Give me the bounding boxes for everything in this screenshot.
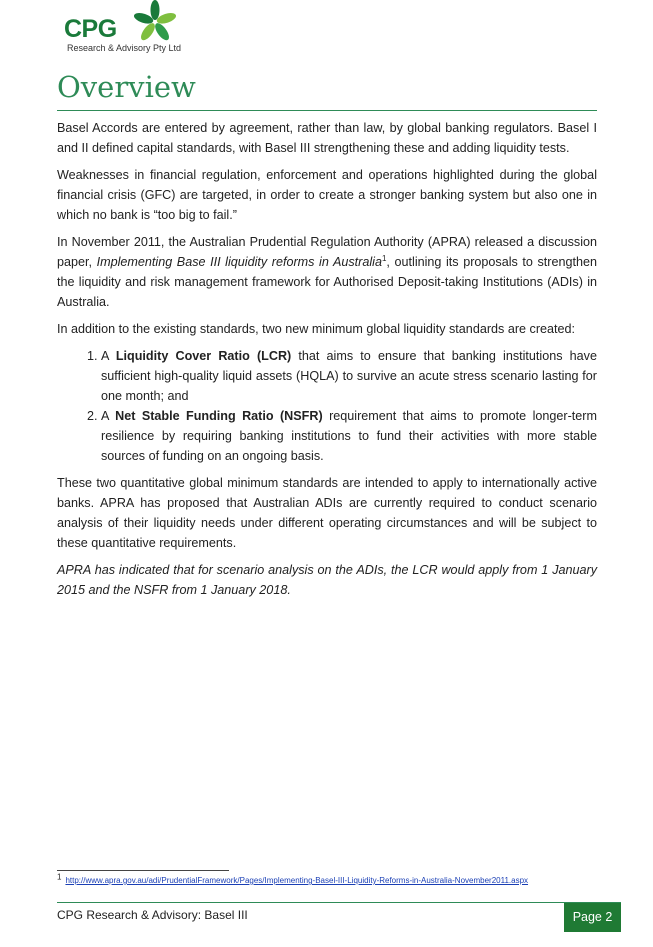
list-item-text: that aims to ensure that banking institutions have sufficient high-quality liquid assets (HQLA) to survive an acute stress scenario lasting for one month; and [101,349,597,403]
paragraph-text: , outlining its proposals to strengthen the liquidity and risk management framework for Authorised Deposit-taking Institutions (ADIs) in Australia. [57,255,597,309]
footnote-reference[interactable]: 1 [381,253,387,263]
company-logo [62,0,202,56]
leaf-logo-icon [132,0,178,42]
list-item-term: Net Stable Funding Ratio (NSFR) [115,409,323,423]
paragraph-new-standards: In addition to the existing standards, two new minimum global liquidity standards are created: [57,322,576,336]
footer-divider [57,902,621,903]
title-divider [57,110,597,111]
paragraph-weaknesses: Weaknesses in financial regulation, enforcement and operations highlighted during the global financial crisis (GFC) are targeted, in order to create a stronger banking system but also one in which no bank is “too big to fail.” [57,168,597,222]
list-item-nsfr [101,406,597,466]
footnote-link[interactable]: http://www.apra.gov.au/adi/PrudentialFramework/Pages/Implementing-Basel-III-Liquidity-Reforms-in-Australia-November2011.aspx [65,876,529,885]
footnote-number: 1 [57,872,62,882]
footnote-divider [57,870,229,871]
list-item-text: requirement that aims to promote longer-term resilience by requiring banking institutions to fund their activities with more stable sources of funding on an ongoing basis. [101,409,597,463]
page-title: Overview [57,70,196,104]
paper-title: Implementing Base III liquidity reforms in Australia [96,255,382,269]
logo-subtitle: Research & Advisory Pty Ltd [67,43,182,53]
paragraph-apra-release [57,232,597,312]
logo-wordmark: CPG [64,15,117,43]
paragraph-basel-accords: Basel Accords are entered by agreement, rather than law, by global banking regulators. Basel I and II defined capital standards, with Basel III strengthening these and adding liquidity tests. [57,121,597,155]
list-item-lcr [101,346,597,406]
paragraph-text: In November 2011, the Australian Prudential Regulation Authority (APRA) released a discussion paper, [57,235,597,269]
list-item-prefix: A [101,409,116,423]
list-item-term: Liquidity Cover Ratio (LCR) [115,349,292,363]
standards-list [57,346,597,466]
page-number-badge: Page 2 [564,903,621,932]
list-item-prefix: A [101,349,116,363]
footnote [57,872,529,885]
paragraph-apra-timeline: APRA has indicated that for scenario analysis on the ADIs, the LCR would apply from 1 January 2015 and the NSFR from 1 January 2018. [57,563,597,597]
footer-title: CPG Research & Advisory: Basel III [57,908,248,922]
document-body [57,118,597,607]
paragraph-quantitative-standards: These two quantitative global minimum standards are intended to apply to internationally active banks. APRA has proposed that Australian ADIs are currently required to conduct scenario analysis of their liquidity needs under different operating circumstances and will be subject to these quantitative requirements. [57,476,597,550]
